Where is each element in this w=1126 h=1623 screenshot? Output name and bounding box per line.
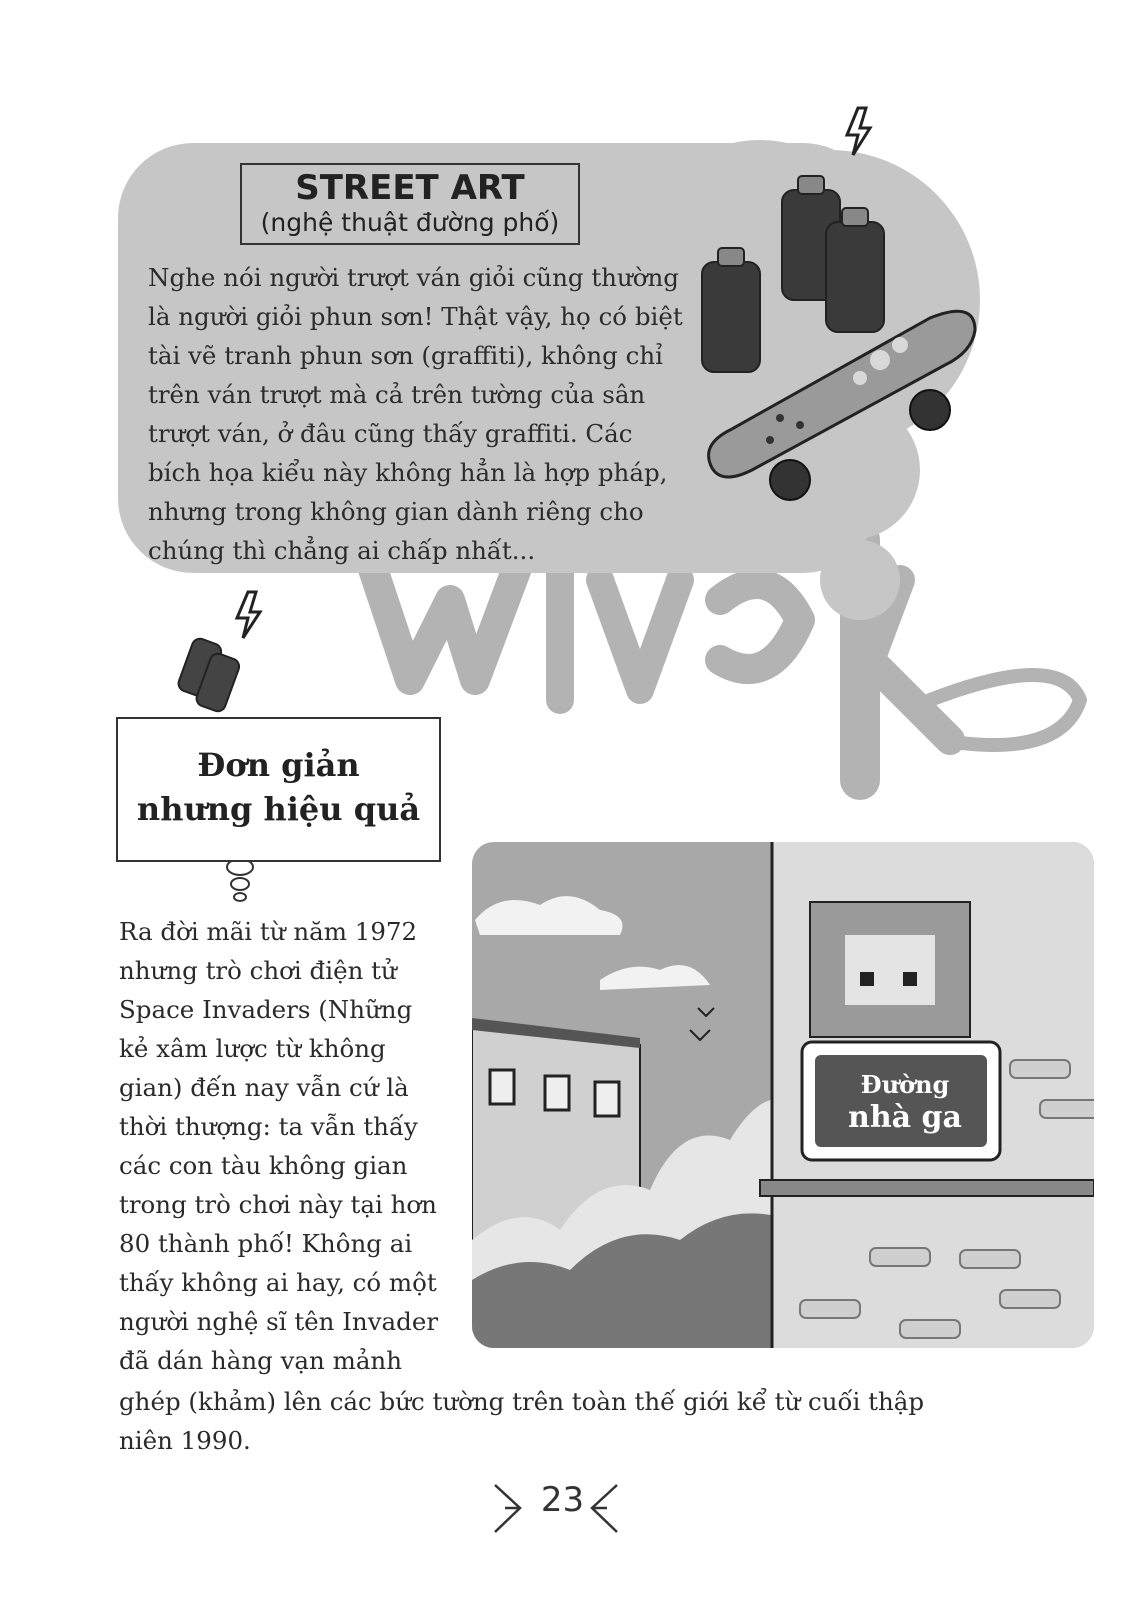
body-line: các con tàu không gian [119,1151,408,1180]
street-sign-line2: nhà ga [848,1100,962,1135]
body-line: Ra đời mãi từ năm 1972 [119,917,418,946]
thought-bubble-tail [227,859,253,901]
intro-line: bích họa kiểu này không hẳn là hợp pháp, [148,458,668,487]
section-title-box [116,717,441,862]
body-line: đã dán hàng vạn mảnh [119,1346,402,1375]
body-line: nhưng trò chơi điện tử [119,956,397,985]
lightning-icon [847,108,870,155]
body-line: trong trò chơi này tại hơn [119,1190,437,1219]
body-line: Space Invaders (Những [119,995,413,1024]
section-title-line: nhưng hiệu quả [136,790,421,828]
body-line: thời thượng: ta vẫn thấy [119,1112,418,1141]
page-number: 23 [540,1480,585,1520]
street-art-subtitle: (nghệ thuật đường phố) [260,208,560,237]
small-spray-cans-icon [176,636,241,713]
section-body [119,912,459,1380]
body-line: thấy không ai hay, có một [119,1268,437,1297]
street-scene-illustration [472,842,1100,1348]
street-art-title: STREET ART [295,168,525,208]
body-line: kẻ xâm lược từ không [119,1034,386,1063]
section-body-continued [119,1382,979,1460]
body-line: gian) đến nay vẫn cứ là [119,1073,409,1102]
graffiti-tag [370,540,1080,780]
body-line: niên 1990. [119,1426,251,1455]
right-arrow-icon [495,1485,520,1532]
body-line: người nghệ sĩ tên Invader [119,1307,439,1336]
section-title-line: Đơn giản [197,746,360,784]
intro-line: tài vẽ tranh phun sơn (graffiti), không chỉ [148,341,663,370]
street-sign-line1: Đường [860,1070,950,1099]
intro-line: nhưng trong không gian dành riêng cho [148,497,644,526]
section-title [118,743,439,831]
street-art-intro [148,258,708,570]
intro-line: là người giỏi phun sơn! Thật vậy, họ có biệt [148,302,683,331]
intro-line: Nghe nói người trượt ván giỏi cũng thường [148,263,679,292]
intro-line: trượt ván, ở đâu cũng thấy graffiti. Các [148,419,633,448]
body-line: 80 thành phố! Không ai [119,1229,413,1258]
intro-line: trên ván trượt mà cả trên tường của sân [148,380,646,409]
lightning-icon [237,592,260,638]
body-line: ghép (khảm) lên các bức tường trên toàn thế giới kể từ cuối thập [119,1387,925,1416]
intro-line: chúng thì chẳng ai chấp nhất... [148,536,536,565]
street-art-title-box [240,163,580,245]
